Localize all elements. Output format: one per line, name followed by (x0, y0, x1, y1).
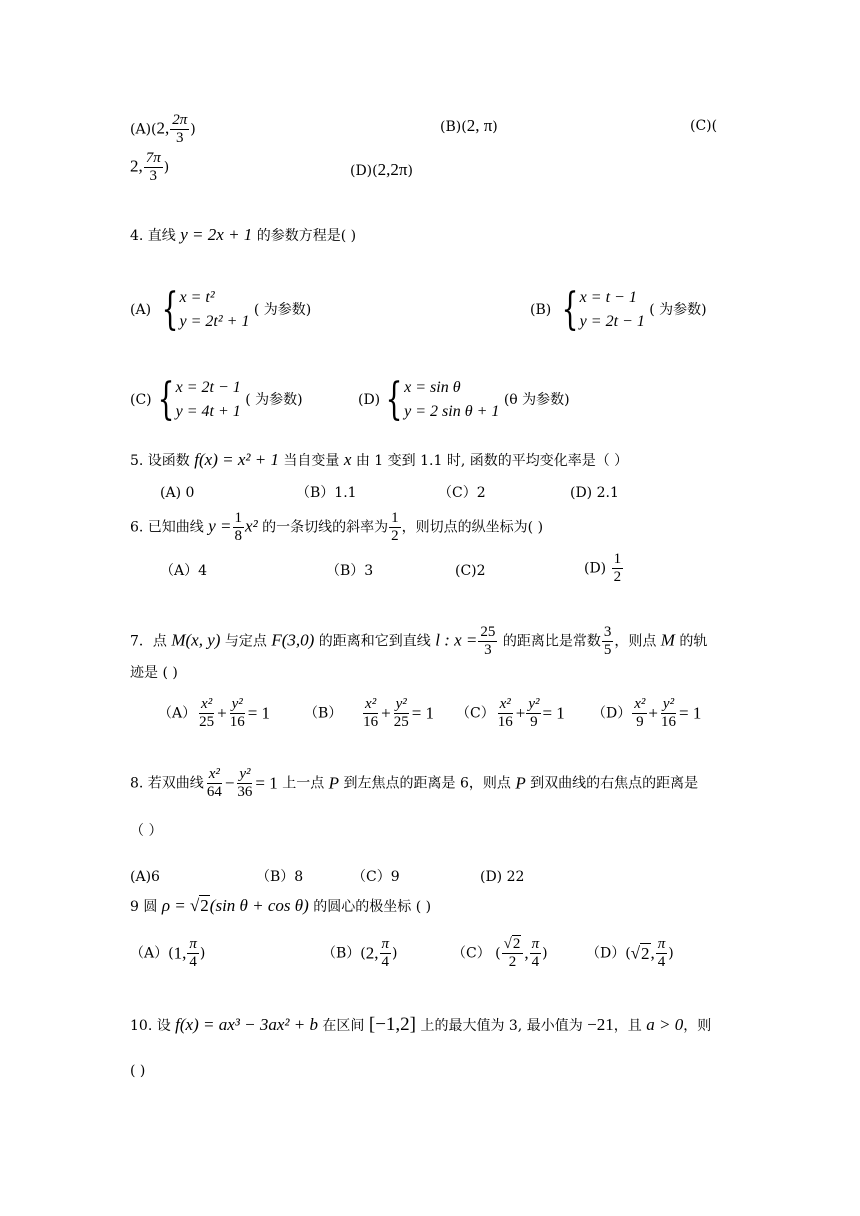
q7-option-b-den1: 16 (363, 714, 379, 730)
q6-stem-frac2 (389, 510, 401, 545)
q9-stem (130, 897, 431, 916)
q5-stem (130, 451, 628, 470)
q7-option-d-plus: + (648, 703, 658, 723)
q10-stem-interval: [−1,2] (368, 1014, 416, 1035)
q9-option-a-four: 4 (189, 954, 197, 970)
q4-option-a (130, 286, 311, 334)
q4-stem-post: 的参数方程是( ) (252, 228, 357, 244)
q7-stem-num: 25 (480, 624, 496, 640)
q7-stem-den2: 5 (603, 642, 612, 658)
q9-option-a-label: （A）( (130, 945, 174, 962)
q8-stem-mid1: 上一点 (277, 775, 329, 792)
q9-option-a-pi: π (189, 936, 197, 952)
q9-stem-sqrt: √2 (189, 896, 209, 915)
q7-option-c-den2: 9 (530, 714, 538, 730)
q4-option-d-brace: { (385, 374, 403, 425)
q5-stem-x: x (343, 450, 352, 469)
q4-option-d-system (404, 376, 499, 424)
q9-option-b-frac (380, 936, 392, 971)
q7-stem-m: M(x, y) (171, 630, 221, 650)
q10-stem-min: −21 (587, 1015, 614, 1034)
q9-option-a-frac (187, 936, 199, 971)
q8-stem-line2: （ ） (130, 823, 163, 839)
q7-option-d-den1: 9 (636, 714, 644, 730)
q9-option-c-frac2 (530, 936, 542, 971)
q9-option-b-pi: π (381, 936, 390, 952)
q9-option-d-frac (656, 936, 668, 971)
q9-option-c-label: （C） ( (452, 945, 501, 962)
q7-option-d-den2: 16 (660, 714, 676, 730)
q6-option-d (584, 551, 624, 586)
q7-option-c-y2: y² (528, 696, 540, 712)
q7-option-a-x2: x² (201, 696, 213, 712)
q3-option-a-label: (A)( (130, 121, 157, 138)
q5-stem-post: 由 1 变到 1.1 时, 函数的平均变化率是（ ） (351, 453, 629, 469)
q8-stem-frac1 (205, 766, 224, 801)
q7-option-b-plus: + (381, 703, 391, 723)
q7-option-b-frac2 (392, 696, 411, 731)
q9-option-c-close: ) (542, 945, 548, 962)
q8-stem-den2: 36 (237, 784, 253, 800)
q9-option-d-close: ) (668, 945, 674, 962)
q9-option-a-value: 1, (173, 943, 187, 963)
q3-option-a-prefix: 2, (156, 118, 170, 138)
q6-stem-post: ，则切点的纵坐标为( ) (401, 519, 544, 536)
q5-option-c: （C）2 (438, 485, 486, 501)
q8-option-a: (A)6 (130, 869, 160, 885)
q7-stem-mid4: ，则点 (614, 633, 661, 650)
q4-option-a-eq1: x = t² (179, 289, 215, 306)
q7-stem-mid3: 的距离比是常数 (498, 633, 601, 650)
q8-stem-pre: 8. 若双曲线 (130, 775, 204, 792)
q3-option-a (130, 112, 196, 147)
q7-stem-l: l : x = (435, 630, 478, 650)
q7-option-a-den2: 16 (229, 714, 245, 730)
q7-option-b-y2: y² (395, 696, 407, 712)
q4-option-c-label: (C) (130, 392, 152, 408)
q4-option-b-brace: { (561, 284, 579, 335)
q6-option-a: （A）4 (160, 563, 208, 579)
q10-stem-pre: 10. 设 (130, 1018, 176, 1034)
q3-option-b (440, 117, 498, 136)
q4-option-b-system (580, 286, 645, 334)
q6-option-d-label: (D) (584, 560, 607, 577)
q7-option-a-eq: = 1 (247, 703, 271, 723)
q10-stem-line2: ( ) (130, 1063, 146, 1079)
q7-option-b-eq: = 1 (411, 703, 435, 723)
q6-stem-frac (233, 510, 245, 545)
q3-option-c-frac (144, 150, 163, 185)
q7-option-c-x2: x² (499, 696, 511, 712)
q6-option-d-num: 1 (613, 551, 622, 567)
q9-option-d-pi: π (657, 936, 666, 952)
q7-option-c-plus: + (515, 703, 526, 723)
q3-option-c-den: 3 (149, 168, 157, 184)
q9-option-c-sqrt: √2 (502, 936, 524, 954)
q3-option-a-close: ) (190, 121, 196, 138)
q3-option-c-num: 7π (145, 150, 161, 166)
q7-option-d (592, 696, 701, 731)
q8-stem-frac2 (235, 766, 254, 801)
q8-option-c: （C）9 (352, 869, 400, 885)
q10-stem-mid3: ，且 (613, 1018, 647, 1034)
q6-option-b: （B）3 (326, 563, 374, 579)
q8-stem-minus: − (224, 773, 235, 793)
q8-stem-eq: = 1 (255, 773, 278, 793)
q4-option-b (530, 286, 707, 334)
q7-stem-pre: 7．点 (130, 633, 172, 650)
q3-option-a-den: 3 (176, 130, 184, 146)
q6-option-c: (C)2 (455, 563, 486, 579)
q9-option-b-close: ) (392, 945, 398, 962)
q4-option-a-note: ( 为参数) (253, 302, 312, 318)
q7-stem-mid1: 与定点 (220, 633, 272, 650)
q7-option-a-label: （A） (158, 705, 197, 722)
q4-option-c-note: ( 为参数) (245, 392, 303, 408)
q9-stem-pre: 9 圆 (130, 899, 162, 915)
q8-stem-mid2: 到左焦点的距离是 6，则点 (339, 775, 516, 792)
q7-option-a-den1: 25 (199, 714, 215, 730)
q7-option-a-plus: + (217, 703, 227, 723)
q4-option-c-eq2: y = 4t + 1 (175, 403, 241, 420)
q7-option-a (158, 696, 270, 731)
q8-stem-x2: x² (208, 766, 220, 782)
q4-option-b-note: ( 为参数) (649, 302, 707, 318)
q3-option-b-value: 2, π (466, 116, 493, 135)
q9-option-b-value: 2, (365, 943, 379, 963)
q10-stem-post: ，则 (683, 1018, 712, 1034)
q9-option-b-label: （B）( (322, 945, 366, 962)
q6-stem (130, 510, 543, 545)
q7-stem-line2: 迹是 ( ) (130, 665, 178, 681)
q6-stem-den: 8 (234, 528, 243, 544)
q4-option-d-note: (θ 为参数) (503, 392, 570, 408)
q9-stem-rho: ρ = (161, 896, 190, 915)
q5-option-a: (A) 0 (160, 485, 195, 501)
q7-option-c (456, 696, 565, 731)
q4-option-b-label: (B) (530, 302, 552, 318)
q3-option-d-label: (D)( (350, 163, 378, 179)
q7-option-d-frac1 (632, 696, 647, 731)
q3-option-a-num: 2π (172, 112, 188, 128)
q6-stem-mid: 的一条切线的斜率为 (257, 519, 389, 536)
q9-option-c: （C） ( $\frac{√2}{2}$ , $\frac{\pi}{4}$ ) (452, 936, 548, 970)
q7-stem-num2: 3 (603, 624, 612, 640)
q9-stem-post: 的圆心的极坐标 ( ) (308, 899, 432, 915)
q4-option-b-eq2: y = 2t − 1 (579, 313, 645, 330)
q5-option-d: (D) 2.1 (570, 485, 619, 501)
q4-option-a-eq2: y = 2t² + 1 (179, 313, 250, 330)
q8-stem-post: 到双曲线的右焦点的距离是 (525, 775, 699, 792)
q8-stem (130, 766, 698, 801)
q9-option-b-four: 4 (381, 954, 389, 970)
q4-option-c (130, 376, 303, 424)
q10-stem-mid1: 在区间 (317, 1018, 369, 1034)
q10-stem-mid2: 上的最大值为 3, 最小值为 (416, 1018, 588, 1034)
q4-option-c-system (176, 376, 241, 424)
q4-option-d-eq1: x = sin θ (404, 379, 461, 396)
q5-stem-mid: 当自变量 (278, 453, 344, 469)
q8-option-b: （B）8 (256, 869, 304, 885)
q4-option-c-brace: { (157, 374, 175, 425)
q4-option-a-brace: { (161, 284, 178, 335)
q7-stem-f: F(3,0) (271, 630, 315, 650)
q7-option-c-den1: 16 (497, 714, 513, 730)
q7-option-b-x2: x² (365, 696, 377, 712)
q10-stem (130, 1016, 711, 1035)
q5-option-b: （B）1.1 (296, 485, 357, 501)
q7-option-b (304, 696, 434, 731)
q7-option-c-frac1 (496, 696, 515, 731)
q4-option-d-eq2: y = 2 sin θ + 1 (404, 403, 500, 420)
q4-stem-pre: 4. 直线 (130, 228, 181, 244)
q7-stem-mid2: 的距离和它到直线 (314, 633, 436, 650)
q8-stem-p2: P (515, 773, 526, 793)
q4-stem-eq: y = 2x + 1 (180, 225, 253, 244)
q9-option-c-four: 4 (531, 954, 540, 970)
q9-option-d-four: 4 (657, 954, 666, 970)
q9-option-d-sqrt: √2, (630, 943, 655, 963)
q7-option-d-x2: x² (634, 696, 646, 712)
q7-option-d-eq: = 1 (678, 703, 702, 723)
q7-stem-frac (478, 624, 497, 659)
q7-stem-den: 3 (484, 642, 492, 658)
q9-option-c-den: 2 (508, 954, 517, 970)
q6-stem-num2: 1 (391, 510, 399, 526)
q3-option-d-value: 2,2π (377, 160, 408, 179)
q4-stem (130, 226, 356, 245)
q4-option-d (358, 376, 570, 424)
q8-stem-p: P (328, 773, 340, 793)
q9-option-a-close: ) (199, 945, 206, 962)
q7-stem (130, 624, 707, 659)
q9-option-c-sqrt-arg: 2 (512, 936, 521, 952)
q9-stem-eq-post: (sin θ + cos θ) (209, 896, 309, 915)
q3-option-a-frac (170, 112, 189, 147)
q7-option-b-frac1 (361, 696, 380, 731)
q8-stem-den1: 64 (206, 784, 222, 800)
q6-stem-y: y = (208, 516, 232, 536)
q6-option-d-frac (612, 551, 624, 586)
q7-stem-frac2 (602, 624, 614, 659)
q7-option-b-label: （B） (304, 705, 343, 722)
q9-stem-sqrt-arg: 2 (200, 896, 209, 915)
q7-stem-m2: M (660, 630, 675, 650)
q9-option-c-frac1 (502, 936, 524, 971)
q7-option-c-eq: = 1 (542, 703, 565, 723)
q9-option-d-sqrt-arg: 2 (641, 943, 650, 963)
q6-stem-x2: x² (245, 516, 258, 536)
q7-stem-post: 的轨 (674, 633, 708, 650)
q3-option-b-label: (B)( (440, 119, 467, 135)
q9-option-d (586, 936, 674, 971)
q6-stem-num: 1 (234, 510, 243, 526)
q7-option-a-frac2 (228, 696, 247, 731)
q7-option-c-label: （C） (456, 705, 495, 722)
q9-option-a (130, 936, 205, 971)
q3-option-b-close: ) (492, 119, 498, 135)
q4-option-a-system (180, 286, 250, 334)
q5-stem-fx: f(x) = x² + 1 (194, 450, 279, 469)
q7-option-d-frac2 (659, 696, 678, 731)
q7-option-c-frac2 (526, 696, 541, 731)
q9-option-c-pi: π (531, 936, 540, 952)
q10-stem-a: a > 0 (646, 1015, 684, 1034)
q3-option-c-close: ) (163, 159, 170, 176)
q4-option-c-eq1: x = 2t − 1 (175, 379, 241, 396)
q9-option-b (322, 936, 397, 971)
q6-stem-pre: 6. 已知曲线 (130, 519, 209, 536)
q9-option-d-label: （D）( (586, 945, 631, 962)
q7-option-d-label: （D） (592, 705, 632, 722)
q7-option-a-y2: y² (231, 696, 243, 712)
q4-option-a-label: (A) (130, 302, 152, 318)
q3-option-c-label-text: (C)( (690, 118, 718, 134)
q3-option-c-value (130, 150, 169, 185)
q3-option-c-prefix: 2, (130, 156, 143, 176)
q8-option-d: (D) 22 (480, 869, 525, 885)
q6-stem-den2: 2 (391, 528, 399, 544)
q4-option-b-eq1: x = t − 1 (579, 289, 637, 306)
q7-option-a-frac1 (197, 696, 216, 731)
q3-option-d-close: ) (407, 163, 413, 179)
q6-option-d-den: 2 (613, 569, 622, 585)
q5-stem-pre: 5. 设函数 (130, 453, 195, 469)
q7-option-d-y2: y² (662, 696, 675, 712)
q8-stem-y2: y² (239, 766, 251, 782)
q3-option-d (350, 161, 413, 180)
q3-option-c-label (690, 117, 717, 135)
q7-option-b-den2: 25 (393, 714, 409, 730)
q10-stem-fx: f(x) = ax³ − 3ax² + b (175, 1015, 318, 1034)
q4-option-d-label: (D) (358, 392, 381, 408)
